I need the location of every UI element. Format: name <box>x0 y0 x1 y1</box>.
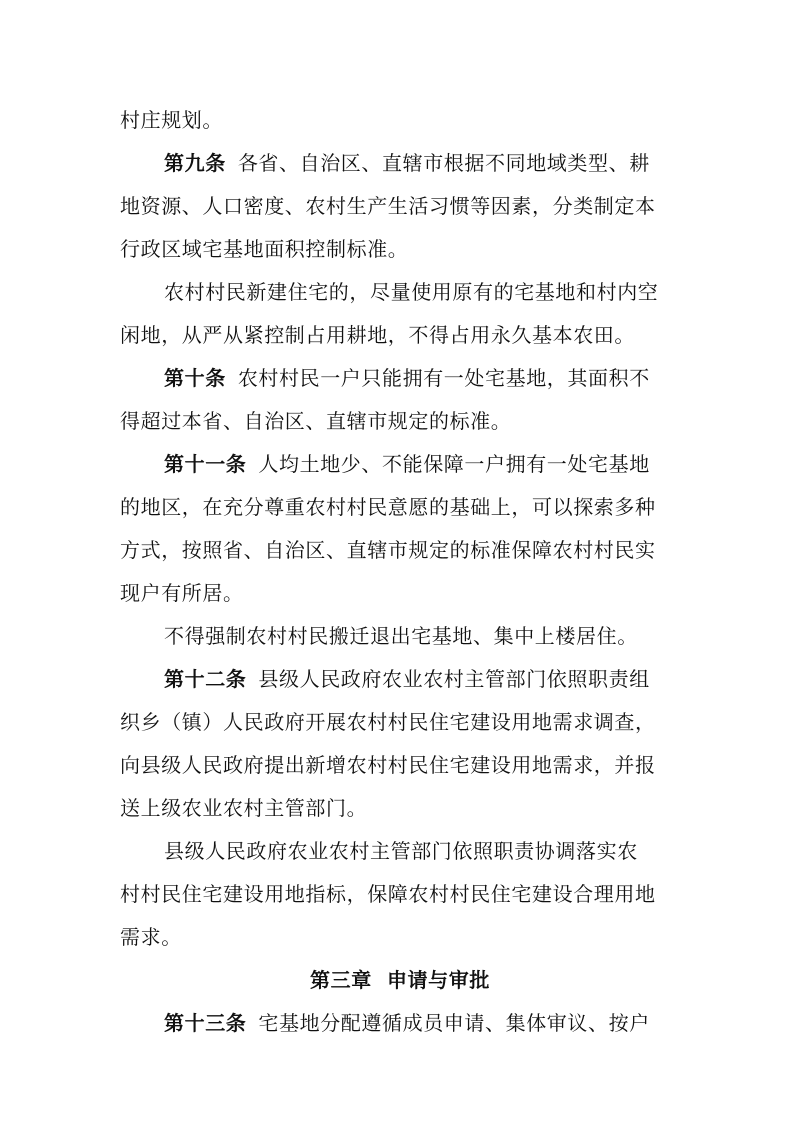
article-label: 第十三条 <box>164 1011 247 1035</box>
paragraph-line: 方式，按照省、自治区、直辖市规定的标准保障农村村民实 <box>120 538 656 562</box>
paragraph-line: 行政区域宅基地面积控制标准。 <box>120 237 409 261</box>
paragraph-line: 的地区，在充分尊重农村村民意愿的基础上，可以探索多种 <box>120 495 656 519</box>
article-12-first-line <box>164 663 690 695</box>
paragraph-line: 村村民住宅建设用地指标，保障农村村民住宅建设合理用地 <box>120 882 656 906</box>
paragraph-first-line: 农村村民新建住宅的，尽量使用原有的宅基地和村内空 <box>164 280 659 304</box>
paragraph-first-line: 不得强制农村村民搬迁退出宅基地、集中上楼居住。 <box>164 624 638 648</box>
paragraph-line: 织乡（镇）人民政府开展农村村民住宅建设用地需求调查， <box>120 710 656 734</box>
article-label: 第十一条 <box>164 452 247 476</box>
chapter-heading: 第三章 申请与审批 <box>310 968 490 992</box>
article-text: 各省、自治区、直辖市根据不同地域类型、耕 <box>237 151 650 175</box>
article-10-first-line <box>164 362 690 394</box>
paragraph-line: 闲地，从严从紧控制占用耕地，不得占用永久基本农田。 <box>120 323 635 347</box>
article-label: 第十二条 <box>164 667 247 691</box>
article-text: 农村村民一户只能拥有一处宅基地，其面积不 <box>237 366 650 390</box>
paragraph-line: 送上级农业农村主管部门。 <box>120 796 368 820</box>
article-11-first-line <box>164 448 690 480</box>
article-13-first-line <box>164 1007 690 1039</box>
article-label: 第十条 <box>164 366 226 390</box>
article-label: 第九条 <box>164 151 226 175</box>
article-text: 县级人民政府农业农村主管部门依照职责组 <box>258 667 650 691</box>
paragraph-line: 向县级人民政府提出新增农村村民住宅建设用地需求，并报 <box>120 753 656 777</box>
paragraph-line: 需求。 <box>120 925 182 949</box>
article-text: 人均土地少、不能保障一户拥有一处宅基地 <box>258 452 650 476</box>
paragraph-first-line: 县级人民政府农业农村主管部门依照职责协调落实农 <box>164 839 638 863</box>
paragraph-line: 得超过本省、自治区、直辖市规定的标准。 <box>120 409 512 433</box>
article-9-first-line <box>164 147 690 179</box>
article-text: 宅基地分配遵循成员申请、集体审议、按户 <box>258 1011 650 1035</box>
paragraph-line: 现户有所居。 <box>120 581 244 605</box>
paragraph-line: 村庄规划。 <box>120 108 223 132</box>
paragraph-line: 地资源、人口密度、农村生产生活习惯等因素，分类制定本 <box>120 194 656 218</box>
